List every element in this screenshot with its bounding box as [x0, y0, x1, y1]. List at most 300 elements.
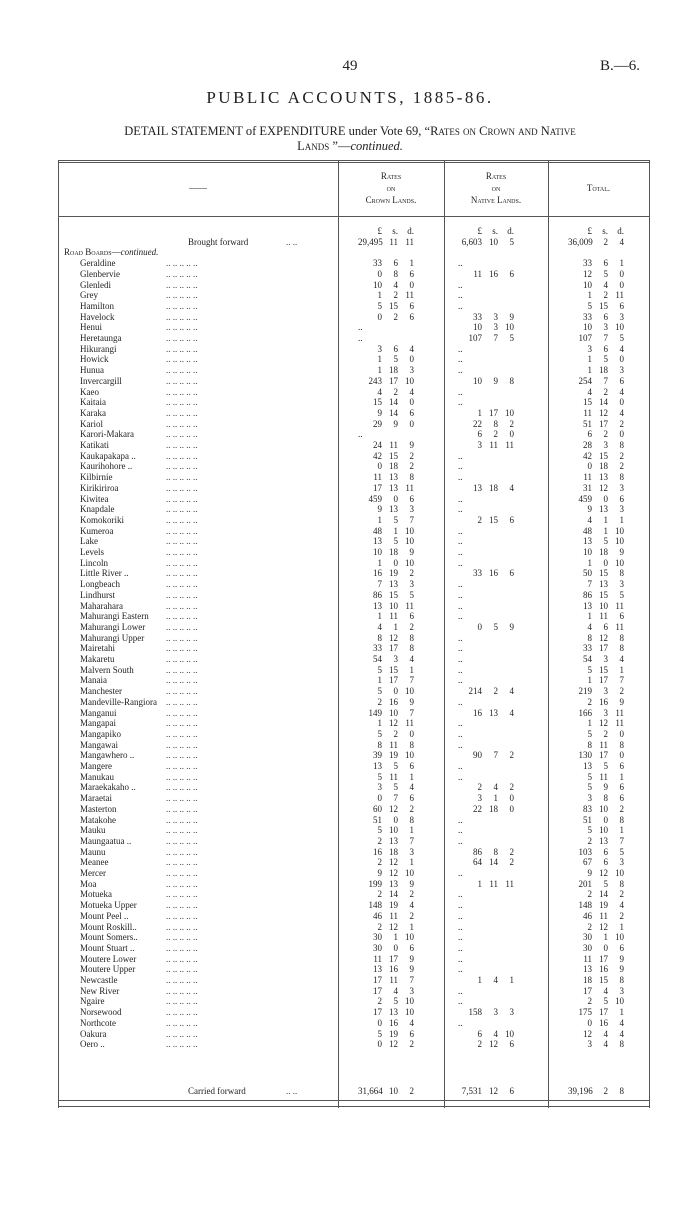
leader-dots: .. .. .. .. ..: [166, 953, 198, 964]
subtitle-text: DETAIL STATEMENT of EXPENDITURE under Vote 69, “: [124, 124, 431, 138]
crown-amount-part: 4: [377, 386, 382, 397]
header-native-line1: Rates: [485, 171, 507, 181]
native-amount: ..: [458, 504, 463, 515]
cf-native-part: 6: [509, 1086, 514, 1096]
native-amount: ..: [458, 365, 463, 376]
native-amount-part: 2: [509, 750, 514, 761]
road-board-name: Newcastle: [80, 975, 118, 985]
crown-amount-part: 5: [377, 686, 382, 697]
crown-amount-part: 13: [373, 600, 382, 611]
leader-dots: .. .. .. .. ..: [166, 525, 198, 536]
total-amount-part: 6: [603, 258, 608, 269]
native-amount-part: 2: [509, 418, 514, 429]
total-amount-part: 0: [603, 942, 608, 953]
crown-amount-part: 7: [393, 793, 398, 804]
carried-forward-row: [58, 1086, 650, 1097]
native-amount-part: 13: [473, 482, 482, 493]
crown-amount-part: 5: [377, 728, 382, 739]
crown-amount-part: 16: [389, 964, 398, 975]
table-row: [58, 975, 650, 986]
table-row: [58, 290, 650, 301]
native-amount: ..: [458, 343, 463, 354]
table-row: [58, 1007, 650, 1018]
native-amount: ..: [458, 718, 463, 729]
native-amount: ..: [458, 771, 463, 782]
crown-amount-part: 9: [409, 878, 414, 889]
total-amount-part: 459: [578, 493, 592, 504]
native-amount-part: 4: [509, 707, 514, 718]
road-board-name: Longbeach: [80, 579, 120, 590]
crown-amount-part: 6: [393, 343, 398, 354]
leader-dots: .. .. .. .. ..: [166, 964, 198, 975]
native-amount-part: 18: [489, 803, 498, 814]
total-amount-part: 12: [599, 482, 608, 493]
leader-dots: .. .. .. .. ..: [166, 707, 198, 718]
crown-amount-part: 1: [377, 557, 382, 568]
total-amount-part: 6: [603, 846, 608, 857]
crown-amount-part: 10: [405, 750, 414, 761]
carried-forward-label: Carried forward: [188, 1086, 246, 1096]
total-amount-part: 15: [599, 664, 608, 675]
leader-dots: .. .. .. .. ..: [166, 290, 198, 301]
crown-amount-part: 2: [377, 921, 382, 932]
crown-amount-part: 0: [393, 557, 398, 568]
crown-amount: ..: [358, 429, 363, 440]
native-amount-part: 33: [473, 568, 482, 579]
total-amount-part: 10: [615, 996, 624, 1007]
crown-amount-part: 11: [389, 975, 398, 985]
native-amount-part: 17: [489, 407, 498, 418]
road-board-name: Oero ..: [80, 1039, 105, 1050]
table-row: [58, 740, 650, 751]
total-amount-part: 4: [619, 1017, 624, 1028]
table-row: [58, 365, 650, 376]
total-amount-part: 6: [587, 429, 592, 440]
total-amount-part: 8: [619, 568, 624, 579]
leader-dots: .. .. .. .. ..: [166, 835, 198, 846]
total-amount-part: 12: [583, 268, 592, 279]
total-amount-part: 2: [603, 728, 608, 739]
leader-dots: .. .. .. .. ..: [166, 343, 198, 354]
crown-amount-part: 46: [373, 910, 382, 921]
native-amount-part: 64: [473, 857, 482, 868]
total-amount-part: 11: [583, 953, 592, 964]
leader-dots: .. .. .. .. ..: [166, 868, 198, 878]
total-amount-part: 50: [583, 568, 592, 579]
leader-dots: .. .. .. .. ..: [166, 279, 198, 290]
table-row: [58, 397, 650, 408]
crown-amount: ..: [358, 333, 363, 343]
total-amount-part: 8: [619, 814, 624, 825]
units-crown-part: £: [377, 226, 382, 236]
total-amount-part: 2: [587, 921, 592, 932]
native-amount: ..: [458, 589, 463, 600]
native-amount-part: 4: [493, 782, 498, 793]
crown-amount-part: 9: [409, 696, 414, 707]
total-amount-part: 15: [599, 589, 608, 600]
road-board-name: Maungaatua ..: [80, 835, 132, 846]
leader-dots: .. .. .. .. ..: [166, 407, 198, 418]
table-row: [58, 408, 650, 419]
total-amount-part: 8: [619, 975, 624, 985]
table-row: [58, 483, 650, 494]
crown-amount-part: 3: [409, 846, 414, 857]
crown-amount-part: 148: [368, 900, 382, 911]
total-amount-part: 1: [587, 290, 592, 301]
total-amount-part: 1: [587, 365, 592, 376]
total-amount-part: 10: [599, 803, 608, 814]
road-board-name: Lake: [80, 536, 98, 547]
leader-dots: .. .. .. .. ..: [166, 1017, 198, 1028]
native-amount: ..: [458, 397, 463, 408]
table-row: [58, 686, 650, 697]
crown-amount-part: 0: [377, 311, 382, 322]
native-amount: ..: [458, 889, 463, 900]
total-amount-part: 14: [599, 397, 608, 408]
total-amount-part: 1: [587, 354, 592, 365]
road-board-name: Mandeville-Rangiora: [80, 696, 157, 707]
total-amount-part: 3: [603, 322, 608, 333]
header-crown-line2: on: [386, 183, 396, 193]
total-amount-part: 6: [619, 782, 624, 793]
leader-dots: .. .. .. .. ..: [166, 825, 198, 836]
total-amount-part: 4: [587, 514, 592, 525]
road-board-name: Kirikiriroa: [80, 482, 119, 493]
native-amount: ..: [458, 921, 463, 932]
page-number: 49: [342, 58, 358, 74]
total-amount-part: 10: [599, 600, 608, 611]
crown-amount-part: 11: [389, 771, 398, 782]
crown-amount-part: 16: [389, 1017, 398, 1028]
section-label: [64, 247, 158, 258]
crown-amount-part: 3: [377, 343, 382, 354]
native-amount-part: 3: [477, 793, 482, 804]
total-amount-part: 2: [619, 418, 624, 429]
leader-dots: .. .. .. .. ..: [166, 440, 198, 450]
header-native-line3: Native Lands.: [470, 195, 522, 205]
table-row: [58, 697, 650, 708]
leader-dots: .. .. .. .. ..: [166, 258, 198, 269]
total-amount-part: 0: [587, 1017, 592, 1028]
total-amount-part: 42: [583, 450, 592, 461]
total-amount-part: 33: [583, 643, 592, 654]
native-amount-part: 14: [489, 857, 498, 868]
native-amount: ..: [458, 632, 463, 643]
native-amount-part: 6: [477, 429, 482, 440]
leader-dots: .. .. .. .. ..: [166, 739, 198, 750]
crown-amount-part: 5: [377, 300, 382, 311]
total-amount-part: 11: [615, 718, 624, 729]
total-amount-part: 5: [587, 300, 592, 311]
native-amount-part: 4: [509, 686, 514, 697]
total-amount-part: 15: [599, 975, 608, 985]
crown-amount-part: 13: [389, 579, 398, 590]
total-amount-part: 10: [583, 279, 592, 290]
native-amount: ..: [458, 579, 463, 590]
road-board-name: Motueka Upper: [80, 900, 137, 911]
crown-amount-part: 1: [377, 611, 382, 622]
road-board-name: Geraldine: [80, 258, 116, 269]
road-board-name: Masterton: [80, 803, 117, 814]
road-board-name: Mahurangi Lower: [80, 621, 146, 632]
leader-dots: .. .. .. .. ..: [166, 803, 198, 814]
total-amount-part: 5: [603, 354, 608, 365]
crown-amount-part: 11: [389, 910, 398, 921]
crown-amount-part: 2: [393, 728, 398, 739]
table-row: [58, 1029, 650, 1040]
road-board-name: Northcote: [80, 1017, 116, 1028]
road-board-name: Malvern South: [80, 664, 134, 675]
total-amount-part: 19: [599, 900, 608, 911]
crown-amount-part: 54: [373, 654, 382, 664]
leader-dots: .. .. .. .. ..: [166, 268, 198, 279]
native-amount-part: 6: [477, 1028, 482, 1039]
road-board-name: Maunu: [80, 846, 106, 857]
table-row: [58, 654, 650, 665]
native-amount-part: 9: [509, 311, 514, 322]
crown-amount-part: 19: [389, 1028, 398, 1039]
total-amount-part: 1: [619, 664, 624, 675]
crown-amount-part: 42: [373, 450, 382, 461]
total-amount-part: 13: [599, 504, 608, 515]
total-amount-part: 148: [578, 900, 592, 911]
total-amount-part: 9: [587, 868, 592, 878]
leader-dots: .. .. .. .. ..: [166, 611, 198, 622]
crown-amount-part: 13: [373, 761, 382, 771]
native-amount-part: 2: [493, 429, 498, 440]
native-amount-part: 13: [489, 707, 498, 718]
table-row: [58, 429, 650, 440]
total-amount-part: 1: [603, 932, 608, 943]
crown-amount-part: 1: [393, 525, 398, 536]
total-amount-part: 7: [587, 579, 592, 590]
crown-amount-part: 12: [389, 718, 398, 729]
leader-dots: .. .. .. .. ..: [166, 547, 198, 557]
total-amount-part: 15: [599, 568, 608, 579]
crown-amount-part: 7: [377, 579, 382, 590]
header-total: Total.: [586, 183, 611, 193]
crown-amount-part: 2: [377, 889, 382, 900]
crown-amount-part: 2: [393, 386, 398, 397]
crown-amount-part: 12: [389, 1039, 398, 1050]
total-amount-part: 0: [619, 279, 624, 290]
crown-amount-part: 2: [409, 568, 414, 579]
units-native-part: £: [477, 226, 482, 236]
cf-total-part: 2: [603, 1086, 608, 1096]
crown-amount-part: 0: [409, 418, 414, 429]
bf-crown-part: 29,495: [358, 236, 383, 247]
total-amount-part: 4: [587, 386, 592, 397]
crown-amount-part: 5: [409, 589, 414, 600]
total-amount-part: 18: [599, 547, 608, 557]
native-amount-part: 0: [509, 793, 514, 804]
total-amount-part: 86: [583, 589, 592, 600]
crown-amount-part: 459: [368, 493, 382, 504]
crown-amount-part: 7: [409, 707, 414, 718]
crown-amount-part: 12: [389, 868, 398, 878]
crown-amount-part: 8: [377, 739, 382, 750]
native-amount-part: 2: [509, 846, 514, 857]
total-amount-part: 1: [587, 611, 592, 622]
crown-amount-part: 39: [373, 750, 382, 761]
crown-amount-part: 2: [409, 621, 414, 632]
crown-amount-part: 1: [377, 675, 382, 686]
table-row: [58, 280, 650, 291]
crown-amount-part: 13: [389, 1007, 398, 1018]
crown-amount-part: 2: [377, 996, 382, 1007]
table-row: [58, 1039, 650, 1050]
units-crown-part: s.: [392, 226, 398, 236]
crown-amount-part: 11: [405, 718, 414, 729]
total-amount-part: 2: [619, 889, 624, 900]
crown-amount-part: 12: [389, 857, 398, 868]
crown-amount-part: 19: [389, 568, 398, 579]
native-amount-part: 8: [493, 846, 498, 857]
total-amount-part: 3: [619, 311, 624, 322]
table-row: [58, 815, 650, 826]
total-amount-part: 254: [578, 375, 592, 386]
crown-amount-part: 15: [373, 397, 382, 408]
crown-amount-part: 33: [373, 643, 382, 654]
road-board-name: Meanee: [80, 857, 109, 868]
crown-amount-part: 6: [409, 942, 414, 953]
bf-native-part: 6,603: [461, 236, 482, 247]
total-amount-part: 3: [587, 1039, 592, 1050]
road-board-name: Invercargill: [80, 375, 122, 386]
crown-amount-part: 17: [373, 1007, 382, 1018]
total-amount-part: 2: [619, 686, 624, 697]
total-amount-part: 0: [619, 728, 624, 739]
crown-amount-part: 2: [409, 910, 414, 921]
total-amount-part: 9: [603, 782, 608, 793]
native-amount: ..: [458, 354, 463, 365]
native-amount: ..: [458, 964, 463, 975]
total-amount-part: 1: [619, 921, 624, 932]
leader-dots: .. .. .. .. ..: [166, 793, 198, 804]
crown-amount-part: 17: [389, 675, 398, 686]
total-amount-part: 18: [583, 975, 592, 985]
leader-dots: .. .. .. .. ..: [166, 536, 198, 547]
crown-amount-part: 1: [409, 258, 414, 269]
crown-amount-part: 1: [377, 290, 382, 301]
table-row: [58, 568, 650, 579]
total-amount-part: 17: [599, 643, 608, 654]
section-label-text: Road Boards—: [64, 247, 121, 258]
crown-amount-part: 4: [377, 621, 382, 632]
native-amount-part: 16: [473, 707, 482, 718]
crown-amount-part: 10: [405, 996, 414, 1007]
leader-dots: .. .. .. .. ..: [166, 750, 198, 761]
native-amount-part: 10: [505, 407, 514, 418]
road-board-name: Mauku: [80, 825, 106, 836]
crown-amount-part: 4: [409, 1017, 414, 1028]
native-amount-part: 3: [493, 322, 498, 333]
crown-amount-part: 8: [409, 632, 414, 643]
table-row: [58, 964, 650, 975]
native-amount: ..: [458, 985, 463, 996]
road-board-name: Mount Peel ..: [80, 910, 129, 921]
crown-amount-part: 48: [373, 525, 382, 536]
total-amount-part: 6: [603, 311, 608, 322]
native-amount-part: 4: [493, 1028, 498, 1039]
crown-amount-part: 10: [389, 707, 398, 718]
native-amount-part: 0: [509, 803, 514, 814]
total-amount-part: 6: [603, 343, 608, 354]
native-amount-part: 6: [509, 268, 514, 279]
native-amount-part: 2: [493, 686, 498, 697]
total-amount-part: 51: [583, 814, 592, 825]
native-amount-part: 0: [477, 621, 482, 632]
crown-amount-part: 13: [389, 835, 398, 846]
leader-dots: .. .. .. .. ..: [166, 311, 198, 322]
crown-amount-part: 11: [389, 611, 398, 622]
leader-dots: .. .. .. .. ..: [166, 514, 198, 525]
total-amount-part: 3: [587, 793, 592, 804]
road-board-name: Komokoriki: [80, 514, 124, 525]
bf-crown-part: 11: [389, 236, 398, 247]
crown-amount-part: 1: [393, 932, 398, 943]
crown-amount-part: 16: [373, 846, 382, 857]
total-amount-part: 48: [583, 525, 592, 536]
table-row: [58, 633, 650, 644]
crown-amount-part: 2: [409, 461, 414, 472]
crown-amount-part: 7: [409, 835, 414, 846]
total-amount-part: 2: [587, 889, 592, 900]
crown-amount-part: 11: [405, 290, 414, 301]
total-amount-part: 5: [587, 771, 592, 782]
crown-amount-part: 11: [389, 739, 398, 750]
crown-amount-part: 2: [409, 889, 414, 900]
total-amount-part: 9: [619, 953, 624, 964]
leader-dots: .. ..: [286, 236, 298, 247]
cf-native-part: 7,531: [461, 1086, 482, 1096]
crown-amount-part: 5: [377, 664, 382, 675]
crown-amount-part: 9: [409, 964, 414, 975]
leader-dots: .. .. .. .. ..: [166, 621, 198, 632]
road-board-name: Oakura: [80, 1028, 107, 1039]
leader-dots: .. .. .. .. ..: [166, 365, 198, 376]
native-amount: ..: [458, 728, 463, 739]
crown-amount-part: 2: [377, 696, 382, 707]
native-amount: ..: [458, 525, 463, 536]
units-total-part: s.: [602, 226, 608, 236]
total-amount-part: 28: [583, 440, 592, 450]
total-amount-part: 1: [587, 557, 592, 568]
leader-dots: .. .. .. .. ..: [166, 696, 198, 707]
table-row: [58, 825, 650, 836]
native-amount-part: 12: [489, 1039, 498, 1050]
road-board-name: Heretaunga: [80, 333, 122, 343]
leader-dots: .. .. .. .. ..: [166, 782, 198, 793]
total-amount-part: 8: [619, 440, 624, 450]
native-amount: ..: [458, 547, 463, 557]
total-amount-part: 5: [619, 846, 624, 857]
native-amount: ..: [458, 664, 463, 675]
native-amount: ..: [458, 611, 463, 622]
table-row: [58, 622, 650, 633]
crown-amount-part: 6: [409, 300, 414, 311]
native-amount-part: 10: [505, 1028, 514, 1039]
cf-total-part: 39,196: [568, 1086, 593, 1096]
table-row: [58, 472, 650, 483]
crown-amount-part: 0: [377, 1039, 382, 1050]
leader-dots: .. .. .. .. ..: [166, 461, 198, 472]
table-row: [58, 590, 650, 601]
crown-amount-part: 2: [409, 450, 414, 461]
native-amount: ..: [458, 654, 463, 664]
native-amount-part: 6: [509, 514, 514, 525]
crown-amount-part: 199: [368, 878, 382, 889]
